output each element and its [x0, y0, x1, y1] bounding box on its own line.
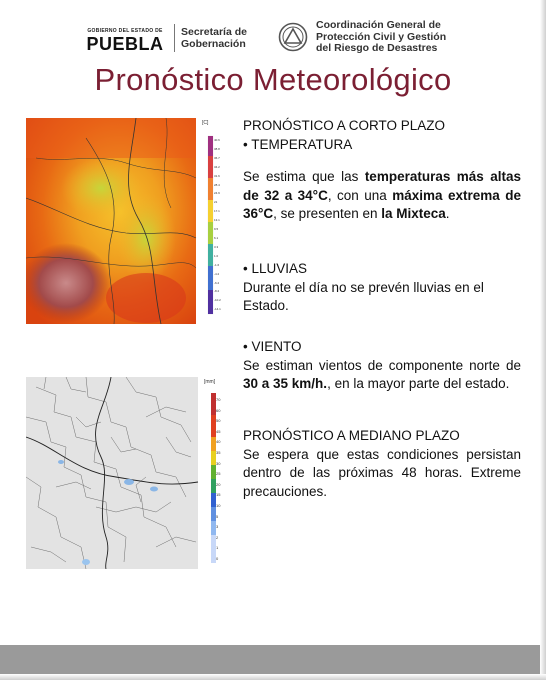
wind-section	[243, 338, 521, 394]
secretaria-label	[181, 26, 247, 50]
temp-text-2: temperaturas más altas de 32 a 34°C	[243, 169, 522, 203]
precipitation-scale-label: 45	[216, 428, 221, 434]
wind-paragraph	[243, 357, 521, 394]
header-divider	[174, 24, 175, 52]
footer-bar	[0, 645, 546, 674]
temperature-scale-label: 31.6	[214, 173, 220, 178]
precipitation-scale	[216, 395, 222, 565]
temp-text-4: máxima extrema de 36°C	[243, 187, 521, 221]
rain-section	[243, 260, 521, 316]
temperature-scale-label: 1.0	[214, 253, 219, 258]
temperature-scale-label: 17.1	[214, 209, 220, 214]
wind-text-2: 30 a 35 km/h.	[243, 376, 328, 391]
precipitation-scale-label: 0	[216, 555, 219, 561]
temperature-scale-label: 40.6	[214, 138, 220, 142]
temp-text-5: , se presenten en	[273, 206, 382, 221]
precipitation-scale-label: 70	[216, 397, 221, 402]
rain-text: Durante el día no se prevén lluvias en el Estado.	[243, 279, 484, 313]
gov-name: PUEBLA	[86, 34, 164, 54]
rain-heading: • LLUVIAS	[243, 261, 308, 276]
temperature-heading: • TEMPERATURA	[243, 136, 353, 152]
secretaria-line-2: Gobernación	[181, 38, 246, 50]
coord-line-2: Protección Civil y Gestión	[316, 30, 447, 43]
precipitation-scale-label: 50	[216, 418, 221, 424]
coord-line-1: Coordinación General de	[316, 19, 441, 31]
page-shadow-right	[540, 0, 546, 680]
temperature-scale-label: -8.2	[214, 289, 220, 294]
precipitation-scale-label: 3	[216, 524, 219, 530]
temperature-scale-label: 28.4	[214, 182, 220, 187]
precipitation-scale-label: 20	[216, 481, 221, 487]
temperature-scale-label: 6.1	[214, 235, 219, 240]
short-term-heading: PRONÓSTICO A CORTO PLAZO	[243, 118, 446, 133]
proteccion-civil-seal-icon	[278, 22, 308, 52]
temperature-scale-label: 36.7	[214, 155, 220, 160]
temperature-scale-label: 3.3	[214, 244, 219, 249]
temperature-scale-label: 9.5	[214, 227, 219, 232]
temperature-scale-label: -10.2	[214, 298, 221, 303]
temperature-map-graphic	[26, 118, 222, 324]
temp-text-1: Se estima que las	[243, 169, 365, 184]
temperature-scale-label: 24.9	[214, 191, 220, 196]
temperature-scale	[214, 136, 222, 314]
temperature-map	[26, 118, 222, 324]
temp-text-3: , con una	[327, 187, 393, 203]
precipitation-scale-label: 60	[216, 407, 221, 413]
temperature-scale-label: 21	[214, 200, 218, 205]
temperature-scale-label: -6.2	[214, 280, 220, 285]
temperature-scale-label: -4.2	[214, 271, 220, 276]
temp-text-7: .	[445, 206, 450, 221]
precipitation-scale-label: 40	[216, 439, 221, 445]
header	[82, 18, 482, 58]
temperature-scale-label: 13.1	[214, 218, 220, 223]
wind-text-3: , en la mayor parte del estado.	[327, 376, 510, 391]
page-title: Pronóstico Meteorológico	[94, 62, 452, 97]
precipitation-scale-label: 1	[216, 545, 219, 551]
coord-line-3: del Riesgo de Desastres	[316, 42, 438, 54]
precipitation-unit: [mm]	[204, 379, 216, 385]
temperature-colorbar	[208, 136, 213, 314]
temperature-scale-label: -14.1	[214, 307, 221, 312]
precipitation-scale-label: 5	[216, 513, 219, 519]
short-term-section	[243, 117, 521, 154]
gov-small-label: GOBIERNO DEL ESTADO DE	[87, 28, 163, 34]
precipitation-scale-label: 25	[216, 471, 221, 477]
secretaria-line-1: Secretaría de	[181, 26, 247, 38]
temperature-scale-label: 38.8	[214, 146, 220, 151]
precipitation-map-graphic	[26, 377, 222, 569]
temp-text-6: la Mixteca	[381, 206, 446, 221]
precipitation-scale-label: 30	[216, 460, 221, 466]
temperature-scale-label: 34.2	[214, 164, 220, 169]
precipitation-scale-label: 2	[216, 534, 219, 540]
precipitation-scale-label: 35	[216, 449, 221, 455]
temperature-unit: [C]	[202, 120, 209, 126]
precipitation-map	[26, 377, 222, 569]
mid-term-heading: PRONÓSTICO A MEDIANO PLAZO	[243, 428, 460, 443]
temperature-paragraph	[243, 168, 521, 224]
puebla-logo	[82, 22, 168, 54]
coordinacion-label	[316, 20, 446, 55]
mid-term-text: Se espera que estas condiciones persistan dentro de las próximas 48 horas. Extreme precauciones.	[243, 446, 521, 499]
page-shadow-bottom	[0, 674, 546, 680]
mid-term-section	[243, 427, 521, 501]
temperature-scale-label: -1.6	[214, 262, 220, 267]
precipitation-scale-label: 10	[216, 502, 221, 508]
wind-text-1: Se estiman vientos de componente norte de	[243, 357, 521, 373]
precipitation-scale-label: 15	[216, 492, 221, 498]
wind-heading: • VIENTO	[243, 339, 302, 354]
